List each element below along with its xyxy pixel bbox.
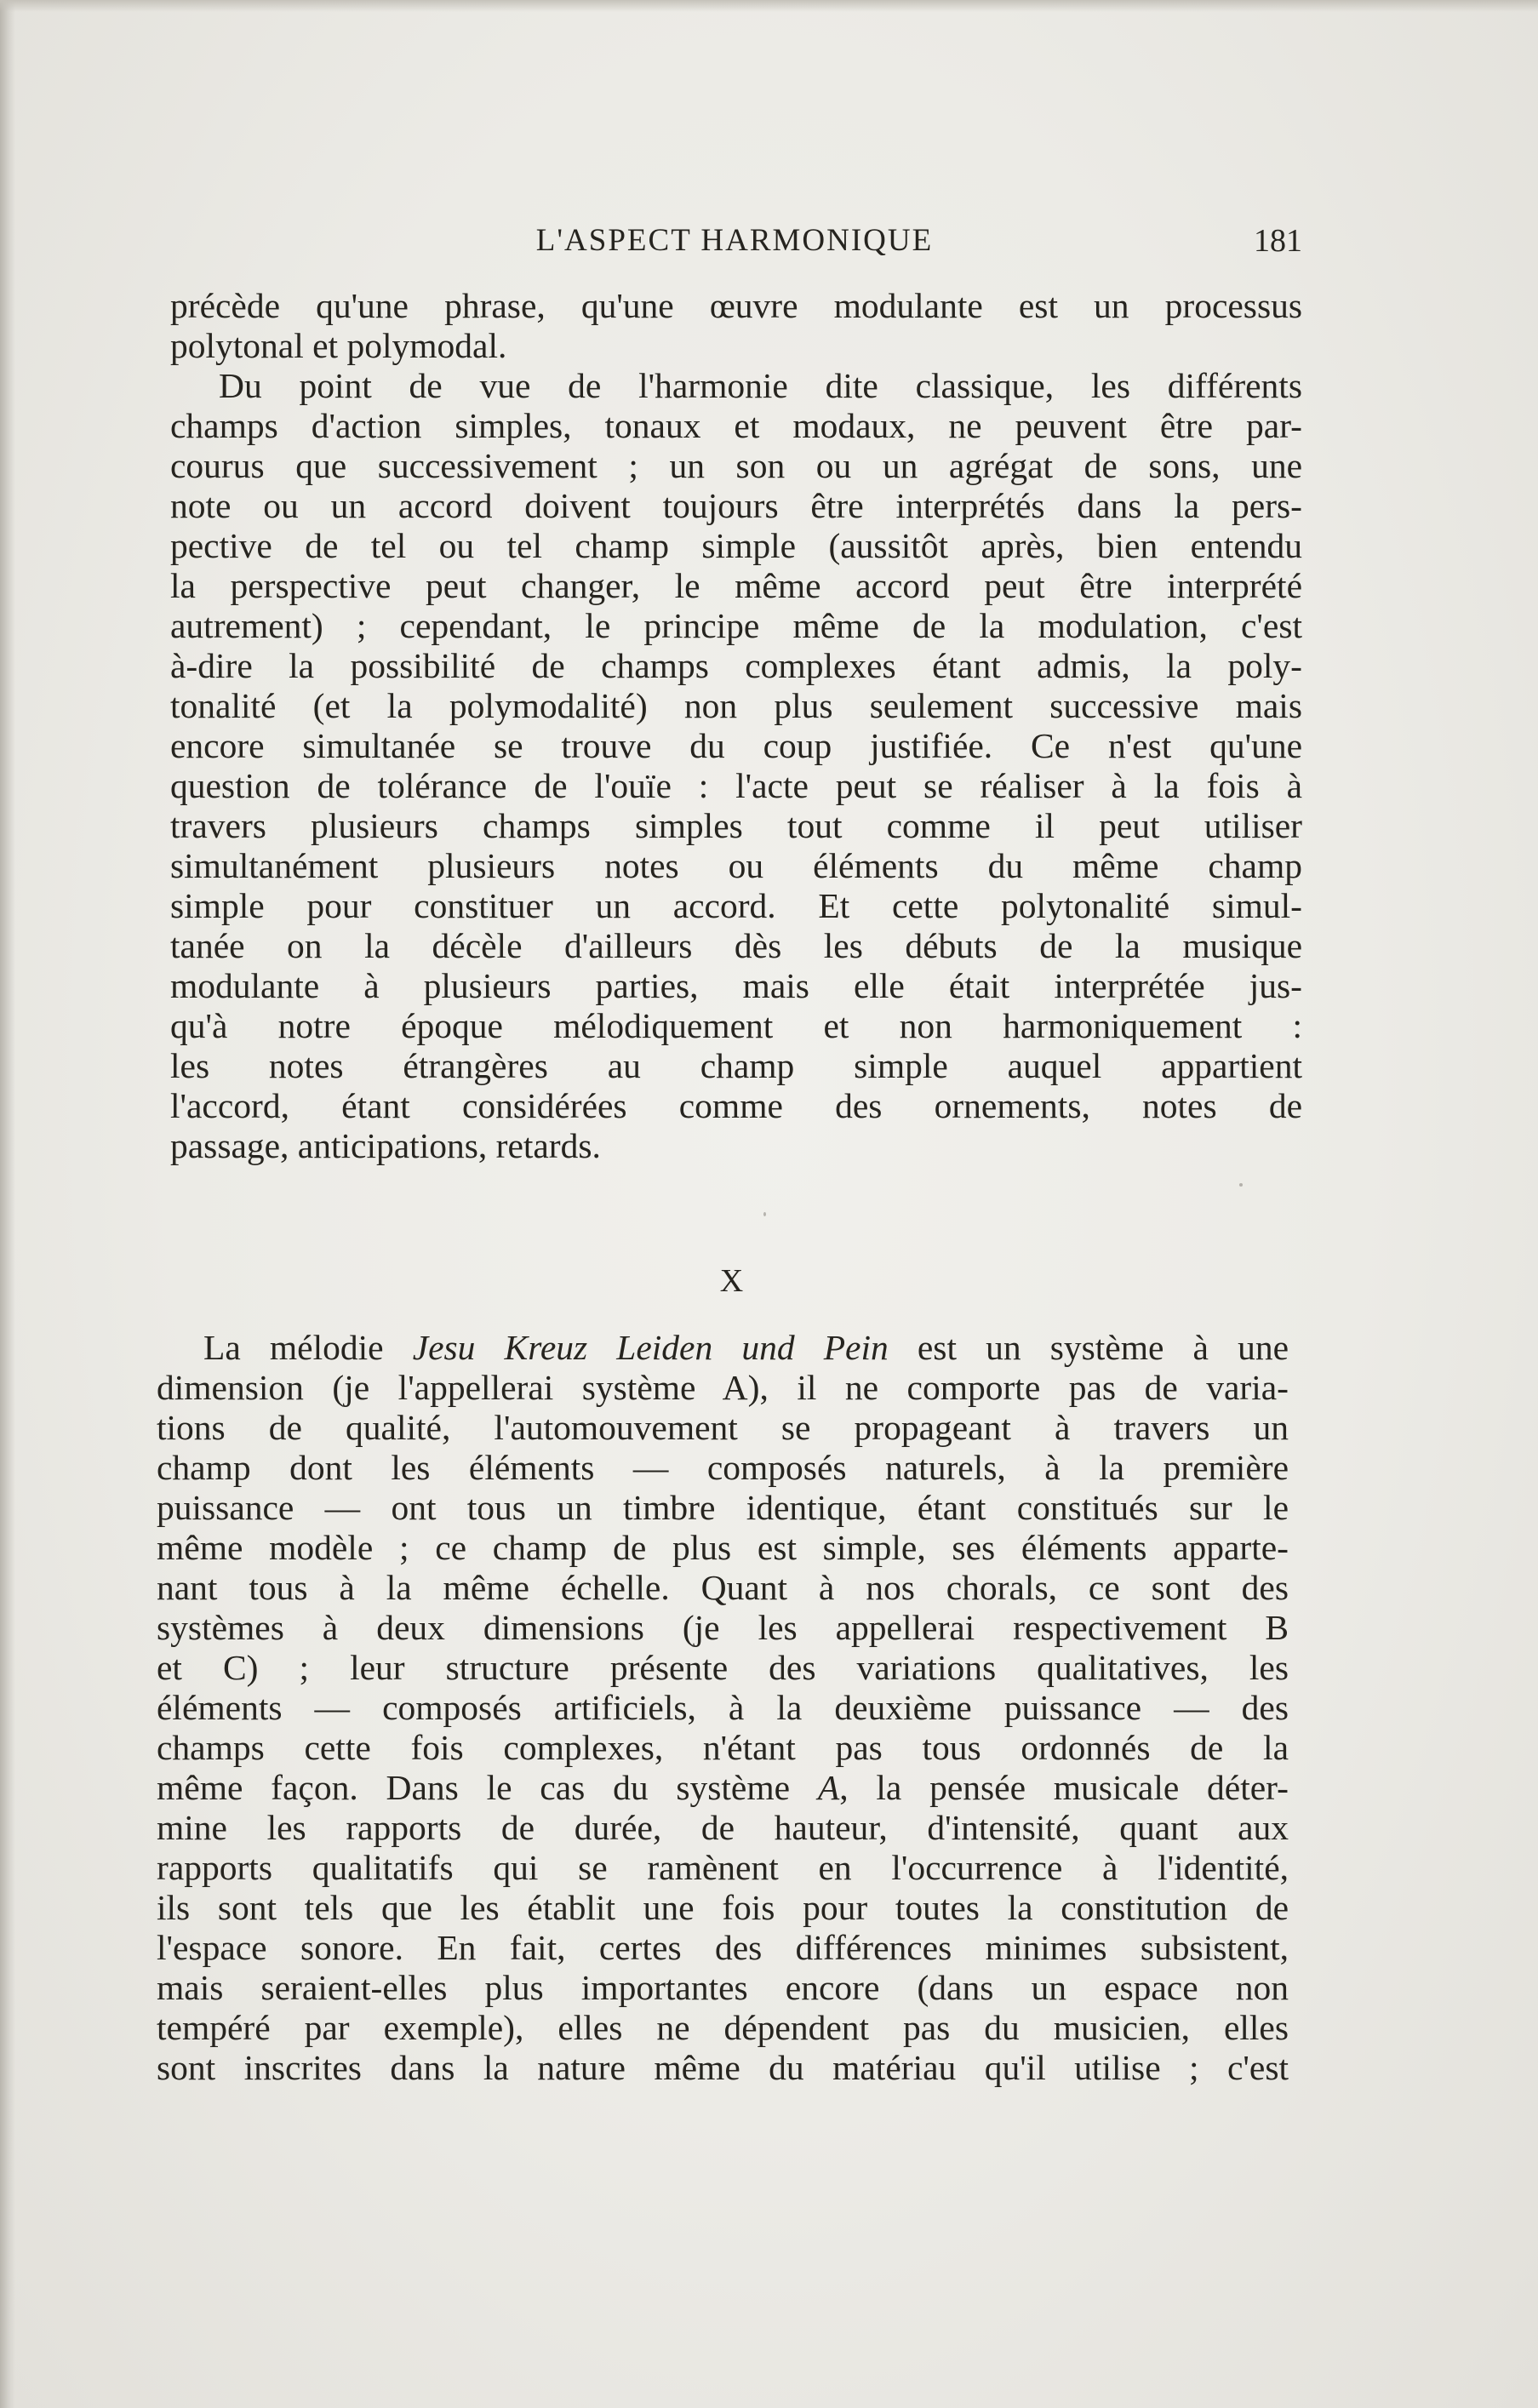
text-fragment: , la pensée musicale déter- — [839, 1768, 1289, 1807]
text-line: puissance — ont tous un timbre identique, étant constitués sur le — [157, 1488, 1289, 1527]
page-top-shadow — [0, 0, 1538, 12]
text-line — [170, 366, 1302, 406]
text-line: polytonal et polymodal. — [170, 326, 507, 365]
text-fragment: est un système à une — [888, 1328, 1289, 1367]
section-number: X — [719, 1263, 745, 1299]
system-variable: A — [817, 1768, 840, 1807]
text-line: même modèle ; ce champ de plus est simple, ses éléments apparte- — [157, 1528, 1289, 1567]
text-line: à-dire la possibilité de champs complexes étant admis, la poly- — [170, 646, 1302, 685]
text-line: rapports qualitatifs qui se ramènent en l'occurrence à l'identité, — [157, 1848, 1289, 1887]
text-line: modulante à plusieurs parties, mais elle était interprétée jus- — [170, 966, 1302, 1005]
text-line: éléments — composés artificiels, à la deuxième puissance — des — [157, 1688, 1289, 1727]
text-line: tanée on la décèle d'ailleurs dès les débuts de la musique — [170, 926, 1302, 965]
paragraph-melody — [157, 1328, 1289, 2088]
text-line — [157, 1768, 1289, 1808]
text-line: mine les rapports de durée, de hauteur, d'intensité, quant aux — [157, 1808, 1289, 1847]
text-line: champs cette fois complexes, n'étant pas tous ordonnés de la — [157, 1728, 1289, 1767]
paper-speck — [763, 1212, 766, 1216]
text-line: simple pour constituer un accord. Et cette polytonalité simul- — [170, 886, 1302, 925]
paper-speck — [1239, 1183, 1243, 1187]
text-line: sont inscrites dans la nature même du matériau qu'il utilise ; c'est — [157, 2048, 1289, 2087]
text-line: tonalité (et la polymodalité) non plus seulement successive mais — [170, 686, 1302, 725]
text-line: nant tous à la même échelle. Quant à nos chorals, ce sont des — [157, 1568, 1289, 1607]
text-line-content: Du point de vue de l'harmonie dite classique, les différents — [219, 366, 1302, 405]
text-line: dimension (je l'appellerai système A), il ne comporte pas de varia- — [157, 1368, 1289, 1407]
text-fragment: même façon. Dans le cas du système — [157, 1768, 818, 1807]
text-line: encore simultanée se trouve du coup justifiée. Ce n'est qu'une — [170, 726, 1302, 765]
text-line: champs d'action simples, tonaux et modaux, ne peuvent être par- — [170, 406, 1302, 445]
text-line: la perspective peut changer, le même accord peut être interprété — [170, 566, 1302, 605]
text-line: ils sont tels que les établit une fois pour toutes la constitution de — [157, 1888, 1289, 1927]
text-line: courus que successivement ; un son ou un agrégat de sons, une — [170, 446, 1302, 485]
text-line: mais seraient-elles plus importantes encore (dans un espace non — [157, 1968, 1289, 2007]
page-number: 181 — [1254, 223, 1302, 259]
text-line: systèmes à deux dimensions (je les appellerai respectivement B — [157, 1608, 1289, 1647]
text-line: tions de qualité, l'automouvement se propageant à travers un — [157, 1408, 1289, 1447]
running-head — [167, 220, 1302, 262]
running-title: L'ASPECT HARMONIQUE — [535, 223, 934, 258]
text-line: les notes étrangères au champ simple auquel appartient — [170, 1046, 1302, 1085]
chorale-title: Jesu Kreuz Leiden und Pein — [412, 1328, 889, 1367]
text-line: autrement) ; cependant, le principe même de la modulation, c'est — [170, 606, 1302, 645]
text-line: précède qu'une phrase, qu'une œuvre modulante est un processus — [170, 286, 1302, 325]
text-fragment: La mélodie — [203, 1328, 413, 1367]
text-line: l'espace sonore. En fait, certes des différences minimes subsistent, — [157, 1928, 1289, 1967]
page-edge-shadow — [0, 0, 15, 2408]
paragraph-harmony — [170, 366, 1302, 1166]
paragraph-continuation — [170, 286, 1302, 366]
text-line — [157, 1328, 1289, 1368]
text-line: simultanément plusieurs notes ou éléments du même champ — [170, 846, 1302, 885]
text-line: et C) ; leur structure présente des variations qualitatives, les — [157, 1648, 1289, 1687]
text-line: pective de tel ou tel champ simple (aussitôt après, bien entendu — [170, 526, 1302, 565]
text-line: question de tolérance de l'ouïe : l'acte peut se réaliser à la fois à — [170, 766, 1302, 805]
text-line: l'accord, étant considérées comme des ornements, notes de — [170, 1086, 1302, 1125]
text-line: travers plusieurs champs simples tout comme il peut utiliser — [170, 806, 1302, 845]
text-line: passage, anticipations, retards. — [170, 1126, 601, 1165]
text-line: qu'à notre époque mélodiquement et non harmoniquement : — [170, 1006, 1302, 1045]
text-line: note ou un accord doivent toujours être interprétés dans la pers- — [170, 486, 1302, 525]
text-line: tempéré par exemple), elles ne dépendent pas du musicien, elles — [157, 2008, 1289, 2047]
text-line: champ dont les éléments — composés naturels, à la première — [157, 1448, 1289, 1487]
